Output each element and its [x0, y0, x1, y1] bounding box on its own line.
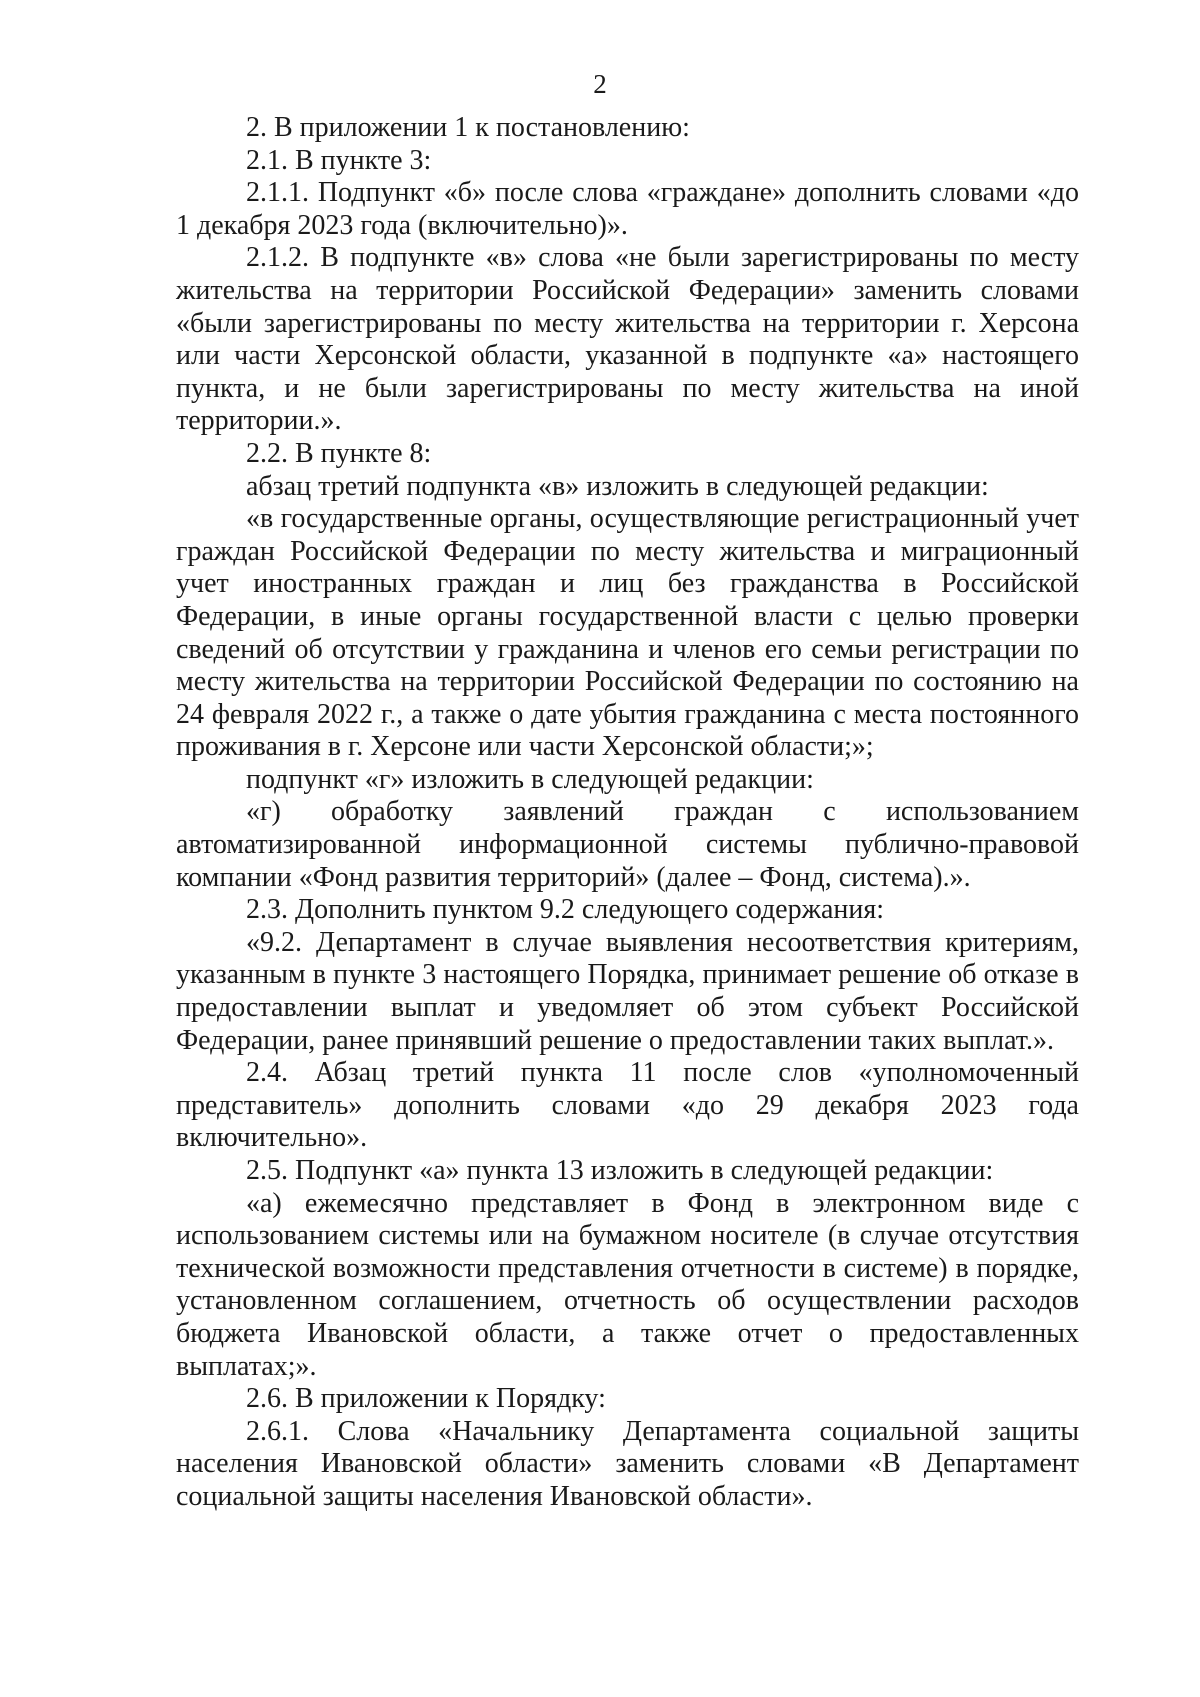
- paragraph-2-1-1: 2.1.1. Подпункт «б» после слова «граждане» дополнить словами «до 1 декабря 2023 года (включительно)».: [176, 177, 1079, 241]
- paragraph-2: 2. В приложении 1 к постановлению:: [246, 112, 690, 143]
- paragraph-2-3: 2.3. Дополнить пунктом 9.2 следующего содержания:: [246, 894, 885, 926]
- paragraph-2-6: 2.6. В приложении к Порядку:: [246, 1383, 606, 1415]
- paragraph-2-1: 2.1. В пункте 3:: [246, 144, 432, 176]
- document-body: [176, 112, 1079, 1514]
- paragraph-2-5: 2.5. Подпункт «а» пункта 13 изложить в следующей редакции:: [246, 1155, 994, 1186]
- paragraph-2-4: 2.4. Абзац третий пункта 11 после слов «уполномоченный представитель» дополнить словами «до 29 декабря 2023 года включительно».: [176, 1057, 1079, 1154]
- paragraph-2-3-quote: «9.2. Департамент в случае выявления несоответствия критериям, указанным в пункте 3 настоящего Порядка, принимает решение об отказе в предоставлении выплат и уведомляет об этом субъект Российской Федерации, ранее принявший решение о предоставлении таких выплат.».: [176, 926, 1079, 1056]
- paragraph-2-2-quote-g: «г) обработку заявлений граждан с использованием автоматизированной информационной системы публично-правовой компании «Фонд развития территорий» (далее – Фонд, система).».: [176, 796, 1079, 893]
- paragraph-2-2-podpunkt-g: подпункт «г» изложить в следующей редакции:: [246, 763, 814, 795]
- paragraph-2-2-abzac: абзац третий подпункта «в» изложить в следующей редакции:: [246, 470, 989, 502]
- paragraph-2-2-quote-v: «в государственные органы, осуществляющие регистрационный учет граждан Российской Федерации по месту жительства и миграционный учет иностранных граждан и лиц без гражданства в Российской Федерации, в иные органы государственной власти с целью проверки сведений об отсутствии у гражданина и членов его семьи регистрации по месту жительства на территории Российской Федерации по состоянию на 24 февраля 2022 г., а также о дате убытия гражданина с места постоянного проживания в г. Херсоне или части Херсонской области;»;: [176, 503, 1079, 763]
- paragraph-2-5-quote: «а) ежемесячно представляет в Фонд в электронном виде с использованием системы или на бумажном носителе (в случае отсутствия технической возможности представления отчетности в системе) в порядке, установленном соглашением, отчетность об осуществлении расходов бюджета Ивановской области, а также отчет о предоставленных выплатах;».: [176, 1187, 1079, 1382]
- paragraph-2-1-2: 2.1.2. В подпункте «в» слова «не были зарегистрированы по месту жительства на территории Российской Федерации» заменить словами «были зарегистрированы по месту жительства на территории г. Херсона или части Херсонской области, указанной в подпункте «а» настоящего пункта, и не были зарегистрированы по месту жительства на иной территории.».: [176, 242, 1079, 437]
- paragraph-2-6-1: 2.6.1. Слова «Начальнику Департамента социальной защиты населения Ивановской области» заменить словами «В Департамент социальной защиты населения Ивановской области».: [176, 1415, 1079, 1512]
- page-number: 2: [593, 69, 607, 99]
- paragraph-2-2: 2.2. В пункте 8:: [246, 437, 432, 469]
